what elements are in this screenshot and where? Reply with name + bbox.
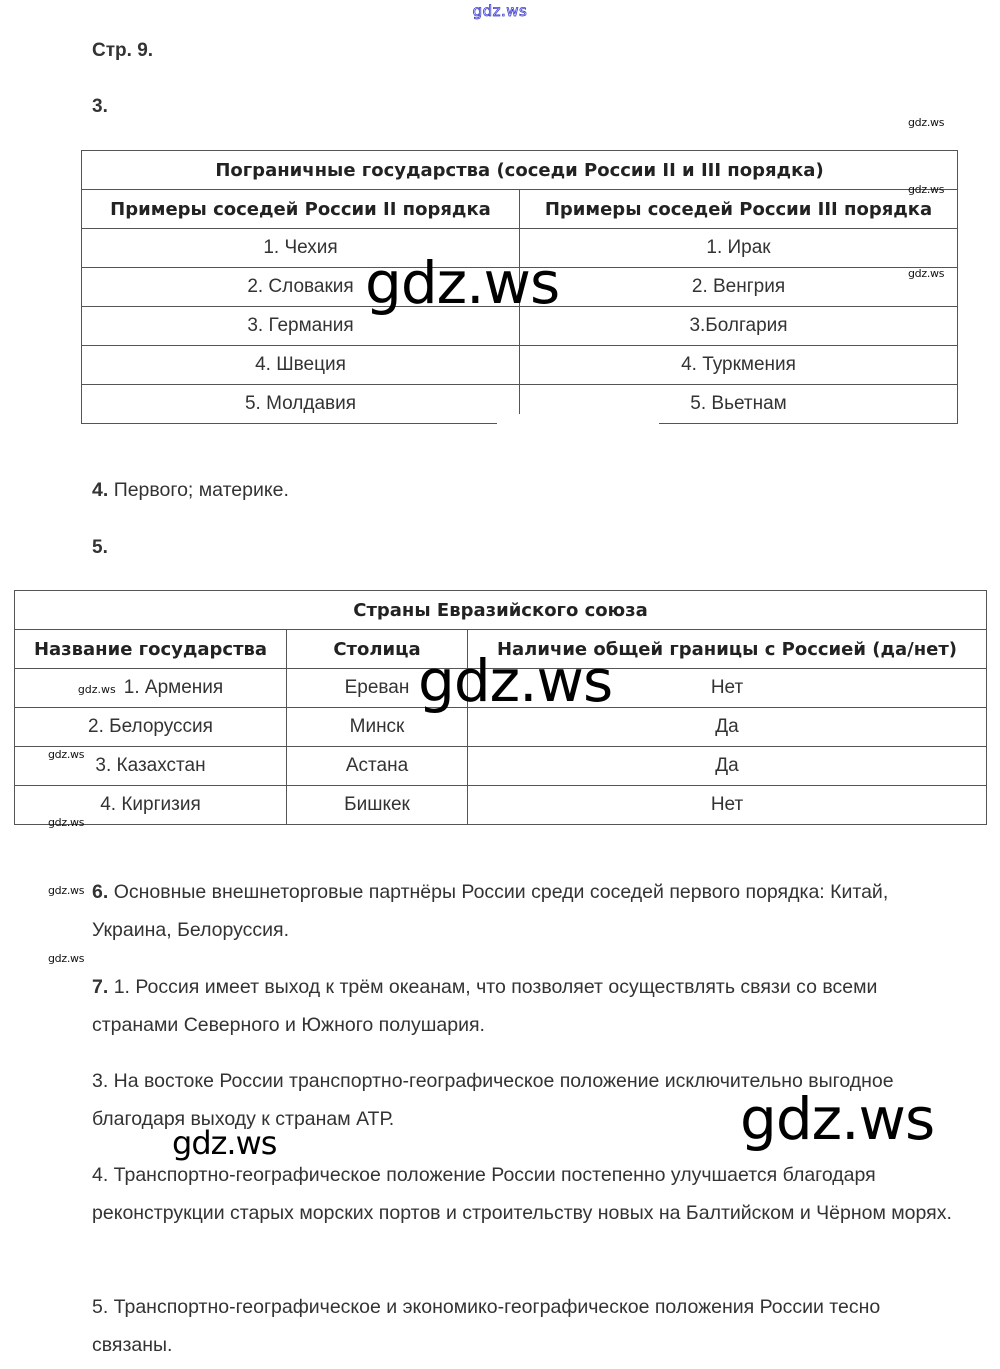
watermark-small: gdz.ws bbox=[908, 116, 945, 129]
table-cell: 2. Белоруссия bbox=[15, 708, 287, 747]
table-cell bbox=[15, 669, 287, 708]
table-cell: 4. Швеция bbox=[82, 346, 520, 385]
task-7-item-4: 4. Транспортно-географическое положение России постепенно улучшается благодаря реконструкции старых морских портов и строительству новых на Балтийском и Чёрном морях. bbox=[92, 1164, 952, 1224]
task-4-number: 4. bbox=[92, 479, 109, 501]
column-header: Наличие общей границы с Россией (да/нет) bbox=[468, 630, 987, 669]
page-reference: Стр. 9. bbox=[92, 40, 154, 61]
table-cell: 4. Киргизия bbox=[15, 786, 287, 825]
column-header: Столица bbox=[287, 630, 468, 669]
table-cell: Астана bbox=[287, 747, 468, 786]
table-title: Страны Евразийского союза bbox=[15, 591, 987, 630]
column-header: Примеры соседей России II порядка bbox=[82, 190, 520, 229]
task-7-number: 7. bbox=[92, 976, 109, 998]
task-7-item-5: 5. Транспортно-географическое и экономико-географическое положения России тесно связаны. bbox=[92, 1296, 881, 1356]
country-name: 3. Казахстан bbox=[95, 755, 206, 776]
table-cell: Бишкек bbox=[287, 786, 468, 825]
task-3-number: 3. bbox=[92, 96, 108, 117]
table-cell: Нет bbox=[468, 786, 987, 825]
table-cell: 1. Ирак bbox=[520, 229, 958, 268]
table-cell: Минск bbox=[287, 708, 468, 747]
table-cell: 3. Германия bbox=[82, 307, 520, 346]
watermark-small: gdz.ws bbox=[908, 183, 945, 196]
table-cell: 5. Вьетнам bbox=[520, 385, 958, 424]
watermark-small: gdz.ws bbox=[48, 952, 85, 965]
table-cell: 4. Туркмения bbox=[520, 346, 958, 385]
top-watermark: gdz.ws bbox=[472, 2, 528, 20]
task-5-number: 5. bbox=[92, 537, 108, 558]
watermark-large: gdz.ws bbox=[418, 647, 613, 715]
task-6-number: 6. bbox=[92, 881, 109, 903]
task-7-item-3: 3. На востоке России транспортно-географическое положение исключительно выгодное благодаря выходу к странам АТР. bbox=[92, 1070, 894, 1130]
task-4 bbox=[92, 472, 952, 510]
table-cell: 2. Венгрия bbox=[520, 268, 958, 307]
watermark-small: gdz.ws bbox=[48, 884, 85, 897]
table-row bbox=[82, 346, 958, 385]
table-cell: 1. Чехия bbox=[82, 229, 520, 268]
table-cell: Ереван bbox=[287, 669, 468, 708]
watermark-medium: gdz.ws bbox=[172, 1124, 277, 1162]
task-4-text: Первого; материке. bbox=[113, 479, 289, 501]
table-cell: Да bbox=[468, 747, 987, 786]
watermark-large: gdz.ws bbox=[740, 1085, 935, 1153]
table-row bbox=[15, 786, 987, 825]
table-row bbox=[15, 747, 987, 786]
table-cell: Нет bbox=[468, 669, 987, 708]
task-7-item-1 bbox=[92, 969, 952, 1044]
watermark-small: gdz.ws bbox=[77, 683, 116, 696]
watermark-small: gdz.ws bbox=[908, 267, 945, 280]
watermark-large: gdz.ws bbox=[365, 249, 560, 317]
table-cell: 2. Словакия bbox=[82, 268, 520, 307]
country-name: 1. Армения bbox=[123, 677, 224, 698]
table-cell: Да bbox=[468, 708, 987, 747]
border-gap bbox=[497, 414, 659, 424]
column-header: Примеры соседей России III порядка bbox=[520, 190, 958, 229]
table-cell: 3.Болгария bbox=[520, 307, 958, 346]
task-6-text: Основные внешнеторговые партнёры России среди соседей первого порядка: Китай, Украина, Белоруссия. bbox=[92, 881, 889, 941]
table-title: Пограничные государства (соседи России II и III порядка) bbox=[82, 151, 958, 190]
watermark-small: gdz.ws bbox=[48, 816, 85, 829]
table-cell: 5. Молдавия bbox=[82, 385, 520, 424]
column-header: Название государства bbox=[15, 630, 287, 669]
task-7-text: 1. Россия имеет выход к трём океанам, что позволяет осуществлять связи со всеми странами Северного и Южного полушария. bbox=[92, 976, 878, 1036]
watermark-small: gdz.ws bbox=[48, 748, 85, 761]
task-6 bbox=[92, 874, 952, 949]
